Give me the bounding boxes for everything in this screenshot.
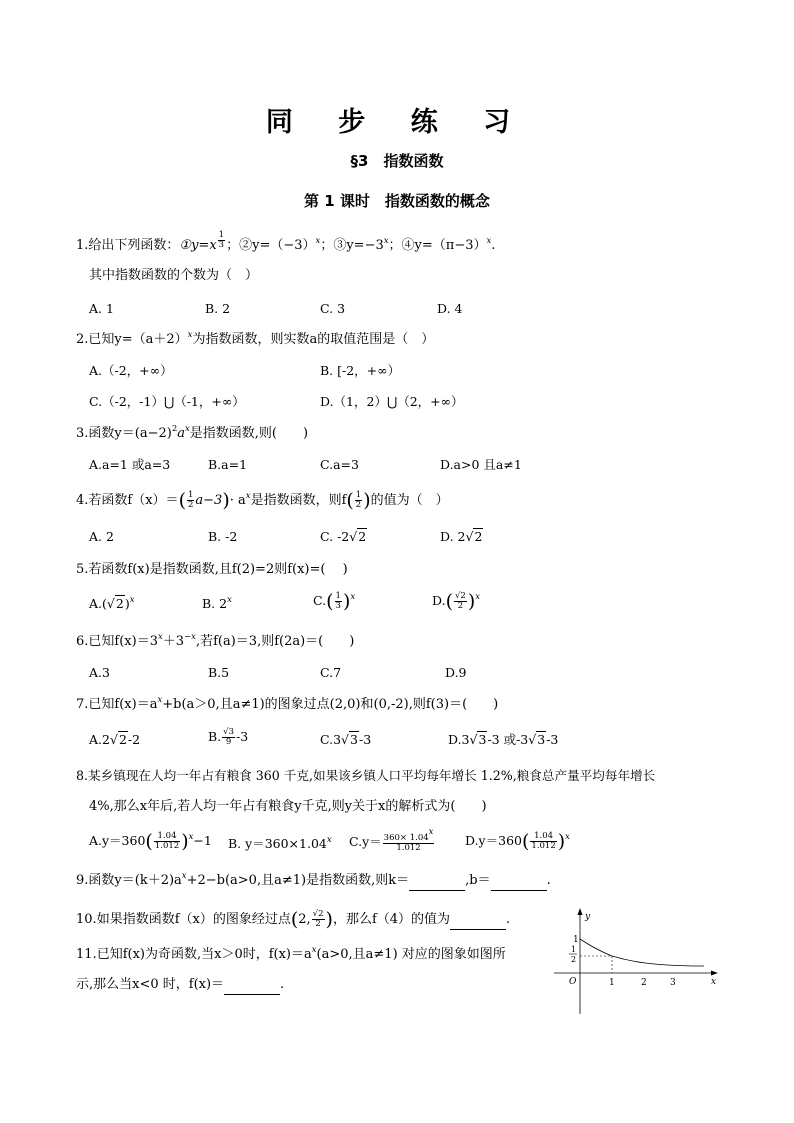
q3-option-c[interactable]: C.a=3 (320, 457, 359, 472)
q5-option-c[interactable]: C.( $\frac{1}{3}$ )$^x$ (313, 590, 356, 613)
question-6: 6.已知$f(x)=3^x+3^{-x}$,若f(a)＝3,则f(2a)＝( ) (76, 632, 355, 649)
question-11-line-1: 11.已知f(x)为奇函数,当x＞0时，$f(x)=a^x(a>0$,且a≠1) 对应的图象如图所 (76, 945, 506, 962)
q6-option-d[interactable]: D.9 (445, 665, 467, 680)
y-axis-label: y (585, 912, 591, 922)
q4-option-d[interactable]: D. 2√2 (440, 529, 483, 544)
q8-option-a[interactable]: A.y＝360( $\frac{1.04}{1.012}$ )$^x$−1 (89, 830, 212, 853)
y-axis-arrow (578, 908, 583, 915)
y-tick-half-den: 2 (571, 955, 577, 964)
q7-option-b[interactable]: B. $\frac{√3}{9}$ -3 (208, 727, 249, 747)
q4-option-a[interactable]: A. 2 (89, 529, 114, 544)
question-3: 3.函数$y=(a-2)^2a^x$是指数函数,则( ) (76, 424, 309, 441)
q2-option-c[interactable]: C.（-2，-1）⋃（-1，+∞） (89, 394, 245, 409)
q3-option-d[interactable]: D.a>0 且a≠1 (440, 457, 522, 472)
question-8-line-2: 4%,那么x年后,若人均一年占有粮食y千克,则y关于x的解析式为( ) (89, 799, 487, 814)
q8-option-b[interactable]: B. $y=360\times 1.04^x$ (228, 835, 332, 851)
y-tick-half-num: 1 (571, 945, 577, 954)
q5-option-b[interactable]: B. 2$^x$ (202, 595, 232, 611)
q4-option-c[interactable]: C. -2√2 (320, 529, 367, 544)
q1-option-d[interactable]: D. 4 (437, 301, 463, 316)
q4-option-b[interactable]: B. -2 (208, 529, 238, 544)
page-title: 同 步 练 习 (265, 107, 529, 138)
x-tick-1: 1 (609, 978, 615, 988)
question-7: 7.已知$f(x)=a^x+b(a>0$,且a≠1)的图象过点(2,0)和(0,-2),则f(3)＝( ) (76, 695, 499, 712)
question-1-ask: 其中指数函数的个数为（ ） (89, 268, 259, 283)
q8-option-c[interactable]: C.y＝ $\frac{360\times 1.04^x}{1.012}$ (349, 827, 434, 853)
question-5: 5.若函数f(x)是指数函数,且f(2)=2则f(x)=( ) (76, 562, 348, 577)
y-tick-1: 1 (573, 935, 579, 945)
q6-option-a[interactable]: A.3 (89, 665, 110, 680)
question-2: 2.已知$y=(a+2)^x$为指数函数，则实数a的取值范围是（ ） (76, 330, 435, 347)
question-11-line-2: 示,那么当x<0 时，f(x)＝ . (76, 976, 284, 995)
question-1: 1.给出下列函数：①y=x $^{\frac{1}{3}}$ ；$②y=(-3)^x$；$③y=-3^x$；$④y=(\pi-3)^x$. (76, 230, 496, 253)
question-10: 10.如果指数函数f（x）的图象经过点(2, $\frac{√2}{2}$ )，那么f（4）的值为 . (76, 908, 511, 931)
x-tick-3: 3 (670, 978, 676, 988)
q2-option-d[interactable]: D.（1，2）⋃（2，+∞） (320, 394, 464, 409)
lesson-heading: 第 1 课时 指数函数的概念 (304, 192, 490, 210)
q1-option-c[interactable]: C. 3 (320, 301, 346, 316)
q1-option-b[interactable]: B. 2 (205, 301, 231, 316)
q5-option-a[interactable]: $A.(√2)^x$ (89, 595, 135, 611)
q6-option-c[interactable]: C.7 (320, 665, 342, 680)
q11-blank[interactable] (224, 976, 280, 995)
q10-blank[interactable] (450, 911, 506, 930)
q7-option-d[interactable]: D.3√3-3 或-3√3-3 (448, 732, 559, 747)
q7-option-a[interactable]: A.2√2-2 (89, 732, 141, 747)
question-4: 4.若函数f（x）＝( $\frac{1}{2}$ $a-3)\cdot a^x$是指数函数，则f( $\frac{1}{2}$ )的值为（ ） (76, 489, 449, 512)
q8-option-d[interactable]: D.y＝360( $\frac{1.04}{1.012}$ )$^x$ (465, 830, 570, 853)
q2-option-b[interactable]: B. [-2，+∞） (320, 363, 401, 378)
q5-option-d[interactable]: D.( $\frac{√2}{2}$ )$^x$ (432, 590, 481, 613)
q7-option-c[interactable]: C.3√3-3 (320, 732, 372, 747)
q1-option-a[interactable]: A. 1 (89, 301, 114, 316)
section-heading: §3 指数函数 (350, 152, 444, 170)
q3-option-b[interactable]: B.a=1 (208, 457, 248, 472)
x-tick-2: 2 (641, 978, 647, 988)
x-axis-label: x (711, 977, 717, 987)
question-8-line-1: 8.某乡镇现在人均一年占有粮食 360 千克,如果该乡镇人口平均每年增长 1.2%,粮食总产量平均每年增长 (76, 768, 656, 783)
q9-blank-k[interactable] (409, 872, 465, 891)
q3-option-a[interactable]: A.a=1 或a=3 (89, 457, 171, 472)
curve (580, 939, 704, 966)
q2-option-a[interactable]: A.（-2，+∞） (89, 363, 173, 378)
q6-option-b[interactable]: B.5 (208, 665, 230, 680)
exponential-graph (552, 906, 722, 1018)
question-9: 9.函数$y=(k+2)a^x+2-b(a>0$,且a≠1)是指数函数,则k＝ ,b＝ . (76, 872, 551, 891)
x-axis-arrow (711, 971, 718, 976)
q9-blank-b[interactable] (491, 872, 547, 891)
origin-label: O (569, 977, 577, 987)
